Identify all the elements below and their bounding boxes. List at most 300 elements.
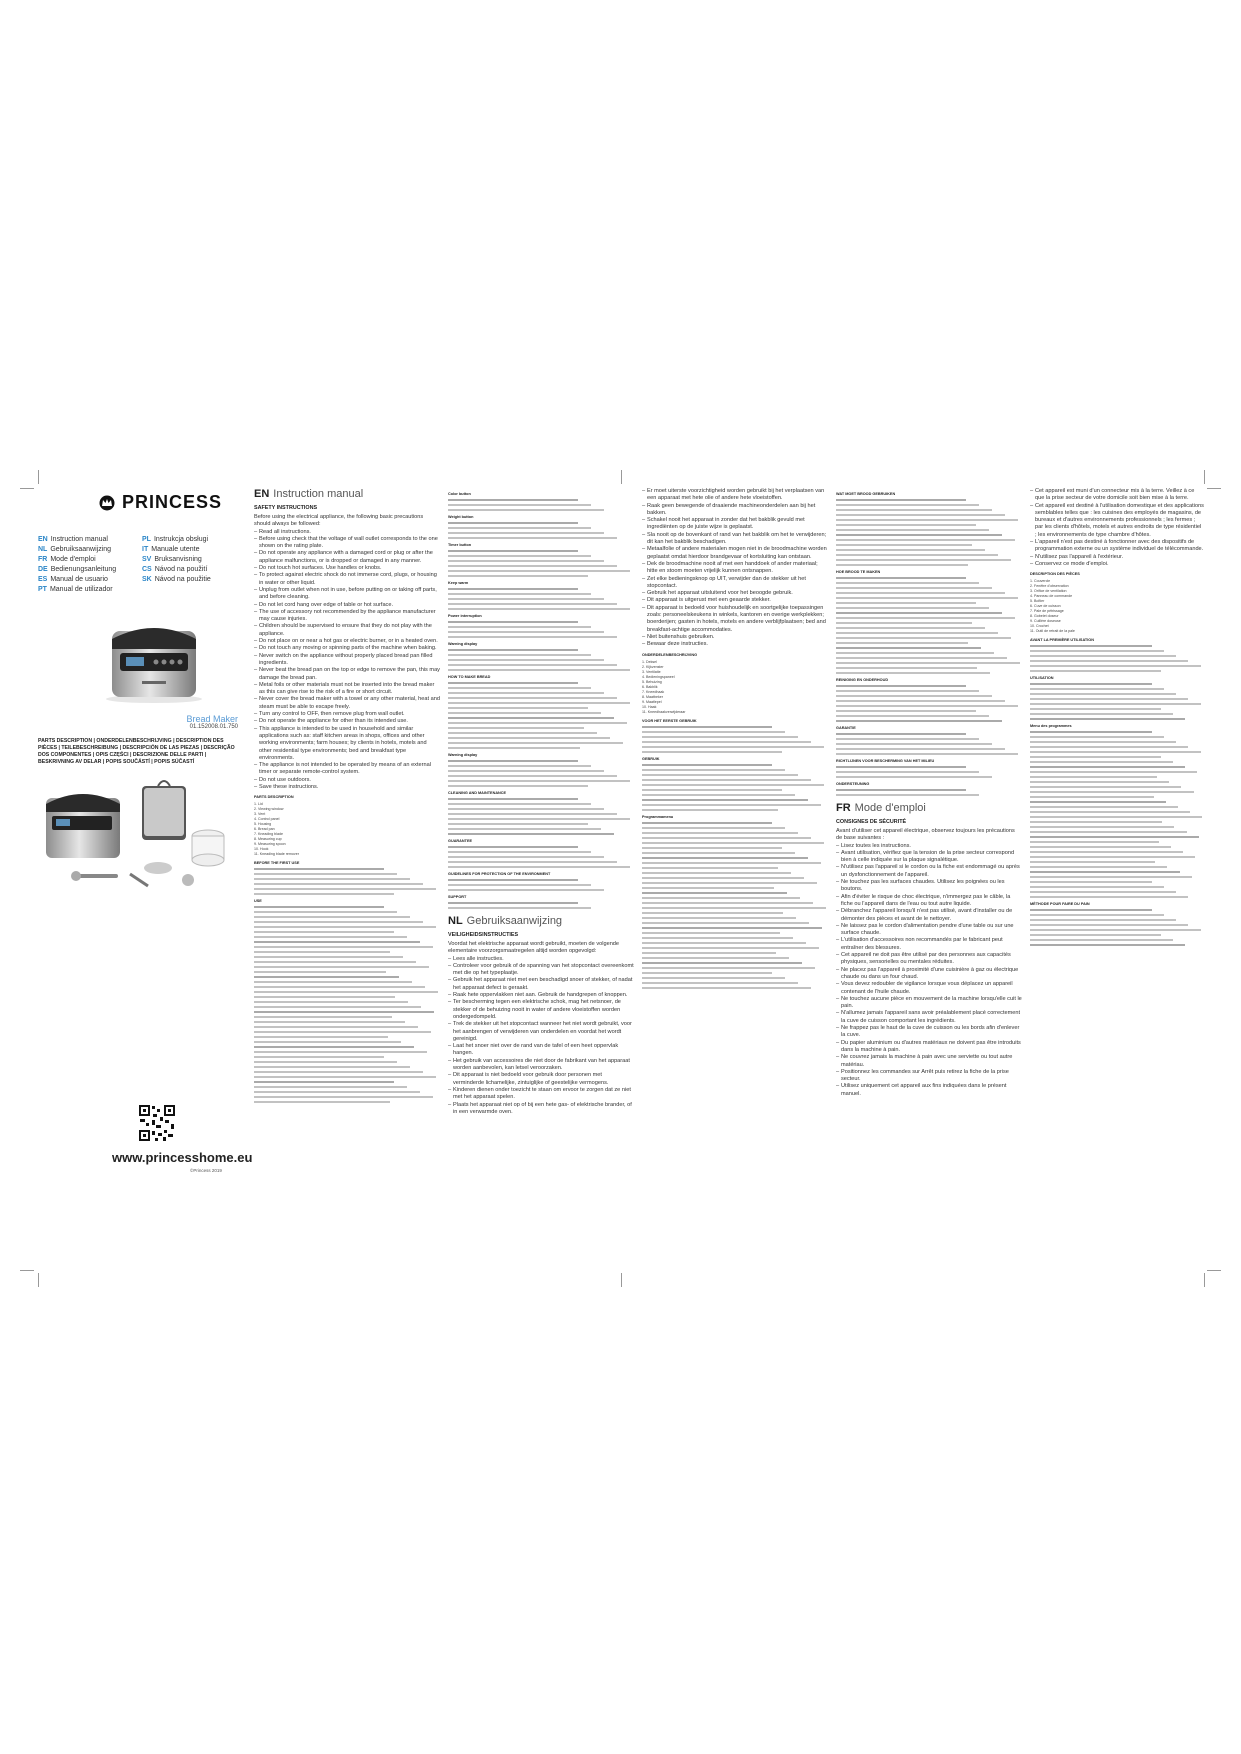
text-line bbox=[448, 687, 591, 689]
text-line bbox=[836, 690, 979, 692]
language-label: Gebruiksaanwijzing bbox=[50, 546, 112, 553]
part-item: 10. Haak bbox=[642, 704, 657, 709]
text-line bbox=[448, 770, 604, 772]
text-line bbox=[254, 986, 425, 988]
language-label: Návod na použití bbox=[154, 566, 208, 573]
body-text-block bbox=[836, 789, 1022, 796]
subsection-heading: Programmamenu bbox=[642, 814, 674, 819]
text-line bbox=[1030, 731, 1152, 733]
list-item: – Do not place on or near a hot gas or electric burner, or in a heated oven. bbox=[254, 638, 440, 645]
text-line bbox=[642, 852, 795, 854]
text-line bbox=[448, 856, 604, 858]
list-item: – Do not operate the appliance for other than its intended use. bbox=[254, 718, 440, 725]
text-line bbox=[836, 743, 992, 745]
text-line bbox=[836, 667, 977, 669]
text-line bbox=[1030, 751, 1201, 753]
list-item: – Metal foils or other materials must not be inserted into the bread maker as this can give rise to the risk of a fire or short circuit. bbox=[254, 682, 440, 697]
text-line bbox=[448, 527, 591, 529]
text-line bbox=[448, 732, 597, 734]
text-line bbox=[254, 1026, 418, 1028]
text-line bbox=[836, 733, 966, 735]
text-line bbox=[448, 697, 617, 699]
parts-description-title: PARTS DESCRIPTION | ONDERDELENBESCHRIJVING | DESCRIPTION DES PIÈCES | TEILEBESCHREIBUNG | DESCRIPCIÓN DE LAS PIEZAS | DESCRIÇÃO DOS COMPONENTES | OPIS CZĘŚCI | DESCRIZIONE DELLE PARTI | BESKRIVNING AV DELAR | POPIS SOUČÁSTÍ | POPIS SÚČASTÍ bbox=[38, 738, 235, 765]
text-line bbox=[448, 712, 601, 714]
part-item: 4. Panneau de commande bbox=[1030, 594, 1073, 599]
text-line bbox=[836, 771, 979, 773]
text-line bbox=[448, 866, 630, 868]
language-code: FR bbox=[38, 556, 48, 563]
text-line bbox=[254, 906, 384, 908]
text-line bbox=[1030, 781, 1169, 783]
subsection-heading: RICHTLIJNEN VOOR BESCHERMING VAN HET MILIEU bbox=[836, 759, 935, 763]
list-item: – Trek de stekker uit het stopcontact wanneer het niet wordt gebruikt, voor het aanbrengen of verwijderen van onderdelen en voordat het wordt gereinigd. bbox=[448, 1021, 634, 1043]
list-item: – Ne frappez pas le haut de la cuve de cuisson ou les bords afin d'enlever la cuve. bbox=[836, 1025, 1022, 1040]
parts-heading: PARTS DESCRIPTION bbox=[254, 795, 294, 800]
text-line bbox=[448, 828, 601, 830]
text-line bbox=[254, 971, 386, 973]
text-line bbox=[1030, 771, 1197, 773]
list-item: – Raak hete oppervlakken niet aan. Gebruik de handgrepen of knoppen. bbox=[448, 992, 634, 999]
text-line bbox=[448, 879, 578, 881]
text-line bbox=[836, 549, 985, 551]
language-label: Manual de utilizador bbox=[49, 586, 113, 593]
text-line bbox=[254, 1046, 414, 1048]
text-line bbox=[1030, 670, 1161, 672]
text-line bbox=[1030, 746, 1188, 748]
language-code: PT bbox=[38, 586, 47, 593]
text-line bbox=[642, 982, 798, 984]
text-line bbox=[642, 912, 783, 914]
safety-list bbox=[254, 529, 440, 792]
list-item: – Cet appareil est muni d'un connecteur mis à la terre. Veillez à ce que la prise secteur de votre domicile soit bien mise à la terre. bbox=[1030, 488, 1204, 503]
text-line bbox=[642, 769, 785, 771]
subsection-heading: UTILISATION bbox=[1030, 676, 1054, 681]
list-item: – Ne touchez aucune pièce en mouvement de la machine lorsqu'elle cuit le pain. bbox=[836, 996, 1022, 1011]
text-line bbox=[448, 603, 617, 605]
text-line bbox=[254, 1081, 394, 1083]
text-line bbox=[254, 976, 399, 978]
subsection-heading: GUIDELINES FOR PROTECTION OF THE ENVIRONMENT bbox=[448, 872, 551, 876]
safety-list bbox=[448, 956, 634, 1117]
text-line bbox=[1030, 891, 1176, 893]
text-line bbox=[642, 799, 808, 801]
body-text-block bbox=[448, 902, 634, 909]
text-line bbox=[448, 884, 591, 886]
text-line bbox=[642, 862, 821, 864]
language-label: Manuale utente bbox=[151, 546, 200, 553]
text-line bbox=[448, 861, 617, 863]
part-item: 9. Cuillère doseuse bbox=[1030, 619, 1061, 624]
text-line bbox=[836, 642, 968, 644]
body-text-block bbox=[448, 846, 634, 868]
text-line bbox=[1030, 846, 1171, 848]
text-line bbox=[1030, 816, 1202, 818]
parts-list bbox=[254, 802, 440, 857]
list-item: – Do not operate any appliance with a damaged cord or plug or after the appliance malfunctions, or is dropped or damaged in any manner. bbox=[254, 550, 440, 565]
subsection-heading: REINIGING EN ONDERHOUD bbox=[836, 678, 889, 682]
language-item bbox=[38, 565, 134, 575]
list-item: – L'utilisation d'accessoires non recommandés par le fabricant peut entraîner des blessures. bbox=[836, 937, 1022, 952]
text-line bbox=[1030, 944, 1185, 946]
text-line bbox=[448, 598, 604, 600]
text-line bbox=[254, 873, 397, 875]
text-line bbox=[448, 560, 604, 562]
text-line bbox=[642, 784, 824, 786]
subsection-heading: Power interruption bbox=[448, 614, 482, 618]
crop-mark bbox=[1207, 1270, 1221, 1271]
subsection-heading: Warning display bbox=[448, 753, 478, 757]
text-line bbox=[642, 957, 789, 959]
crop-mark bbox=[20, 488, 34, 489]
text-line bbox=[1030, 761, 1173, 763]
language-item bbox=[38, 535, 134, 545]
safety-list bbox=[1030, 488, 1204, 568]
subsection-heading: Warning display bbox=[448, 642, 478, 646]
body-text-block bbox=[836, 499, 1022, 566]
list-item: – Conservez ce mode d'emploi. bbox=[1030, 561, 1204, 568]
body-text-block bbox=[254, 868, 440, 895]
text-line bbox=[254, 991, 438, 993]
text-line bbox=[1030, 708, 1161, 710]
text-line bbox=[836, 627, 985, 629]
body-text-block bbox=[448, 621, 634, 638]
text-line bbox=[448, 833, 614, 835]
language-code: CS bbox=[142, 566, 152, 573]
nl-section-heading bbox=[448, 915, 634, 927]
language-code: PL bbox=[142, 536, 151, 543]
text-line bbox=[836, 710, 976, 712]
text-line bbox=[1030, 836, 1199, 838]
text-line bbox=[836, 672, 990, 674]
text-line bbox=[448, 717, 614, 719]
text-line bbox=[642, 746, 824, 748]
text-line bbox=[448, 575, 588, 577]
text-line bbox=[254, 951, 390, 953]
parts-list bbox=[1030, 579, 1204, 634]
text-line bbox=[448, 664, 617, 666]
text-line bbox=[254, 1091, 420, 1093]
text-line bbox=[1030, 791, 1194, 793]
text-line bbox=[836, 652, 994, 654]
text-line bbox=[1030, 703, 1201, 705]
list-item: – N'utilisez pas l'appareil à l'extérieur. bbox=[1030, 554, 1204, 561]
list-item: – Avant utilisation, vérifiez que la tension de la prise secteur correspond bien à celle indiquée sur la plaque signalétique. bbox=[836, 850, 1022, 865]
text-line bbox=[254, 1021, 405, 1023]
nl-final-sections bbox=[836, 491, 1022, 796]
text-line bbox=[448, 722, 627, 724]
language-label: Mode d'emploi bbox=[50, 556, 96, 563]
crop-mark bbox=[38, 470, 39, 484]
text-line bbox=[448, 765, 591, 767]
part-item: 7. Kneedhaak bbox=[642, 689, 665, 694]
body-text-block bbox=[448, 522, 634, 539]
parts-overview-image bbox=[38, 776, 238, 896]
text-line bbox=[448, 669, 630, 671]
text-line bbox=[1030, 924, 1188, 926]
language-label: Instrukcja obsługi bbox=[153, 536, 209, 543]
brand-logo bbox=[98, 492, 238, 513]
text-line bbox=[254, 1086, 407, 1088]
part-item: 3. Ventilatie bbox=[642, 669, 661, 674]
text-line bbox=[642, 857, 808, 859]
list-item: – Ne couvrez jamais la machine à pain avec une serviette ou tout autre matériau. bbox=[836, 1054, 1022, 1069]
part-item: 2. Kijkvenster bbox=[642, 664, 664, 669]
text-line bbox=[448, 808, 604, 810]
text-line bbox=[642, 726, 772, 728]
text-line bbox=[1030, 821, 1162, 823]
text-line bbox=[1030, 645, 1152, 647]
list-item: – Dit apparaat is niet bedoeld voor gebruik door personen met verminderde lichamelijke, zintuiglijke of geestelijke vermogens. bbox=[448, 1072, 634, 1087]
en-continued-sections bbox=[448, 491, 634, 909]
fr-continued-column bbox=[1030, 488, 1204, 1270]
text-line bbox=[642, 842, 824, 844]
language-code: ES bbox=[38, 576, 48, 583]
intro-text: Avant d'utiliser cet appareil électrique, observez toujours les précautions de base suivantes : bbox=[836, 828, 1015, 842]
language-item bbox=[142, 535, 238, 545]
list-item: – Controleer voor gebruik of de spanning van het stopcontact overeenkomt met die op het typeplaatje. bbox=[448, 963, 634, 978]
text-line bbox=[836, 554, 998, 556]
text-line bbox=[254, 893, 394, 895]
text-line bbox=[642, 804, 821, 806]
body-text-block bbox=[1030, 645, 1204, 672]
list-item: – Utilisez uniquement cet appareil aux fins indiquées dans le présent manuel. bbox=[836, 1083, 1022, 1098]
text-line bbox=[448, 798, 578, 800]
subsection-heading: HOE BROOD TE MAKEN bbox=[836, 570, 881, 574]
text-line bbox=[448, 532, 604, 534]
list-item: – N'utilisez pas l'appareil si le cordon ou la fiche est endommagé ou après un dysfonctionnement de l'appareil. bbox=[836, 864, 1022, 879]
subsection-heading: ONDERSTEUNING bbox=[836, 782, 870, 786]
subsection-heading: WAT MOET BROOD GEBRUIKEN bbox=[836, 492, 896, 496]
text-line bbox=[836, 529, 989, 531]
text-line bbox=[1030, 741, 1176, 743]
text-line bbox=[448, 747, 580, 749]
intro-text: Voordat het elektrische apparaat wordt gebruikt, moeten de volgende elementaire voorzorgsmaatregelen altijd worden opgevolgd: bbox=[448, 941, 620, 955]
text-line bbox=[642, 977, 785, 979]
crop-mark bbox=[1204, 470, 1205, 484]
manual-sheet bbox=[38, 488, 1204, 1270]
text-line bbox=[448, 737, 610, 739]
intro-text: Before using the electrical appliance, the following basic precautions should always be followed: bbox=[254, 514, 424, 528]
list-item: – Never cover the bread maker with a towel or any other material, heat and steam must be able to escape freely. bbox=[254, 696, 440, 711]
text-line bbox=[448, 626, 591, 628]
list-item: – Niet buitenshuis gebruiken. bbox=[642, 634, 828, 641]
text-line bbox=[448, 621, 578, 623]
text-line bbox=[448, 631, 604, 633]
text-line bbox=[448, 682, 578, 684]
list-item: – Do not touch hot surfaces. Use handles or knobs. bbox=[254, 565, 440, 572]
fold-mark bbox=[621, 470, 622, 484]
text-line bbox=[254, 946, 433, 948]
nl-continued-column bbox=[642, 488, 828, 1270]
body-text-block bbox=[1030, 731, 1204, 898]
part-item: 6. Cuve de cuisson bbox=[1030, 604, 1061, 609]
text-line bbox=[448, 654, 591, 656]
section-title: Gebruiksaanwijzing bbox=[466, 915, 563, 927]
text-line bbox=[254, 956, 403, 958]
brand-name: PRINCESS bbox=[122, 492, 223, 512]
version-label: ©Princess 2019 bbox=[190, 1168, 222, 1173]
text-line bbox=[836, 657, 1007, 659]
section-title: Mode d'emploi bbox=[854, 802, 926, 814]
text-line bbox=[1030, 713, 1173, 715]
language-label: Bruksanvisning bbox=[154, 556, 202, 563]
text-line bbox=[836, 685, 966, 687]
text-line bbox=[254, 868, 384, 870]
text-line bbox=[642, 902, 813, 904]
list-item: – N'allumez jamais l'appareil sans avoir préalablement placé correctement la cuve de cuisson comportant les ingrédients. bbox=[836, 1010, 1022, 1025]
text-line bbox=[642, 736, 798, 738]
body-text-block bbox=[448, 649, 634, 671]
text-line bbox=[642, 882, 817, 884]
list-item: – Kinderen dienen onder toezicht te staan om ervoor te zorgen dat ze niet met het apparaat spelen. bbox=[448, 1087, 634, 1102]
text-line bbox=[642, 764, 772, 766]
text-line bbox=[1030, 909, 1152, 911]
body-text-block bbox=[448, 760, 634, 787]
text-line bbox=[1030, 914, 1164, 916]
body-text-block bbox=[448, 798, 634, 835]
text-line bbox=[642, 962, 802, 964]
text-line bbox=[448, 742, 623, 744]
text-line bbox=[642, 897, 800, 899]
text-line bbox=[254, 1051, 427, 1053]
text-line bbox=[642, 872, 791, 874]
text-line bbox=[448, 902, 578, 904]
text-line bbox=[448, 608, 630, 610]
text-line bbox=[642, 779, 811, 781]
text-line bbox=[1030, 896, 1188, 898]
part-item: 8. Gobelet doseur bbox=[1030, 614, 1059, 619]
subsection-heading: Keep warm bbox=[448, 581, 469, 585]
language-item bbox=[38, 545, 134, 555]
text-line bbox=[642, 917, 796, 919]
language-code: NL bbox=[448, 915, 463, 927]
part-item: 7. Pale de pétrissage bbox=[1030, 609, 1064, 614]
text-line bbox=[836, 766, 966, 768]
part-item: 4. Bedieningspaneel bbox=[642, 674, 675, 679]
crop-mark bbox=[38, 1273, 39, 1287]
part-item: 2. Fenêtre d'observation bbox=[1030, 584, 1069, 589]
text-line bbox=[836, 504, 979, 506]
website-link[interactable]: www.princesshome.eu bbox=[112, 1150, 253, 1165]
text-line bbox=[642, 987, 811, 989]
subsection-heading: CLEANING AND MAINTENANCE bbox=[448, 791, 507, 795]
text-line bbox=[836, 577, 966, 579]
list-item: – Do not use outdoors. bbox=[254, 777, 440, 784]
list-item: – Lisez toutes les instructions. bbox=[836, 843, 1022, 850]
text-line bbox=[1030, 693, 1176, 695]
subsection-heading: Color button bbox=[448, 492, 471, 496]
part-item: 3. Orifice de ventilation bbox=[1030, 589, 1067, 594]
text-line bbox=[836, 597, 1018, 599]
text-line bbox=[642, 789, 782, 791]
text-line bbox=[642, 774, 798, 776]
text-line bbox=[254, 1066, 410, 1068]
list-item: – Do not let cord hang over edge of table or hot surface. bbox=[254, 602, 440, 609]
part-item: 8. Maatbeker bbox=[642, 694, 663, 699]
text-line bbox=[254, 936, 407, 938]
product-code: 01.152008.01.750 bbox=[189, 724, 238, 730]
text-line bbox=[1030, 934, 1161, 936]
text-line bbox=[1030, 861, 1155, 863]
text-line bbox=[254, 996, 395, 998]
text-line bbox=[254, 878, 410, 880]
text-line bbox=[642, 932, 780, 934]
language-list bbox=[38, 535, 238, 595]
text-line bbox=[448, 775, 617, 777]
text-line bbox=[254, 888, 436, 890]
en-column bbox=[254, 488, 440, 1270]
text-line bbox=[254, 1061, 397, 1063]
text-line bbox=[642, 822, 772, 824]
text-line bbox=[448, 889, 604, 891]
language-item bbox=[38, 585, 134, 595]
safety-list bbox=[642, 488, 828, 649]
text-line bbox=[254, 921, 423, 923]
text-line bbox=[448, 504, 591, 506]
list-item: – Turn any control to OFF, then remove plug from wall outlet. bbox=[254, 711, 440, 718]
text-line bbox=[1030, 688, 1164, 690]
list-item: – Gebruik het apparaat niet met een beschadigd snoer of stekker, of nadat het apparaat defect is geraakt. bbox=[448, 977, 634, 992]
text-line bbox=[642, 794, 795, 796]
crop-mark bbox=[1207, 488, 1221, 489]
body-text-block bbox=[836, 766, 1022, 778]
text-line bbox=[836, 794, 979, 796]
text-line bbox=[254, 1076, 436, 1078]
list-item: – Laat het snoer niet over de rand van de tafel of een heet oppervlak hangen. bbox=[448, 1043, 634, 1058]
text-line bbox=[642, 922, 809, 924]
list-item: – Ter bescherming tegen een elektrische schok, mag het netsnoer, de stekker of de behuizing nooit in water of andere vloeistoffen worden ondergedompeld. bbox=[448, 999, 634, 1021]
text-line bbox=[836, 705, 1018, 707]
text-line bbox=[448, 537, 617, 539]
text-line bbox=[448, 565, 617, 567]
text-line bbox=[642, 967, 815, 969]
text-line bbox=[1030, 776, 1157, 778]
text-line bbox=[836, 776, 992, 778]
text-line bbox=[1030, 866, 1167, 868]
text-line bbox=[1030, 919, 1176, 921]
list-item: – Plaats het apparaat niet op of bij een hete gas- of elektrische brander, of in een verwarmde oven. bbox=[448, 1102, 634, 1117]
body-text-block bbox=[448, 499, 634, 511]
list-item: – Cet appareil ne doit pas être utilisé par des personnes aux capacités physiques, sensorielles ou mentales réduites. bbox=[836, 952, 1022, 967]
part-item: 10. Crochet bbox=[1030, 624, 1049, 629]
list-item: – Débranchez l'appareil lorsqu'il n'est pas utilisé, avant d'installer ou de démonter des pièces et avant de le nettoyer. bbox=[836, 908, 1022, 923]
language-item bbox=[142, 565, 238, 575]
text-line bbox=[1030, 660, 1188, 662]
text-line bbox=[836, 499, 966, 501]
text-line bbox=[448, 509, 604, 511]
text-line bbox=[1030, 796, 1154, 798]
text-line bbox=[254, 1006, 421, 1008]
list-item: – Dit apparaat is uitgerust met een geaarde stekker. bbox=[642, 597, 828, 604]
text-line bbox=[642, 847, 782, 849]
text-line bbox=[836, 700, 1005, 702]
part-item: 4. Control panel bbox=[254, 817, 280, 822]
text-line bbox=[836, 789, 966, 791]
text-line bbox=[1030, 811, 1190, 813]
nl-usage-sections bbox=[642, 718, 828, 989]
text-line bbox=[448, 659, 604, 661]
en-section-heading bbox=[254, 488, 440, 500]
text-line bbox=[1030, 650, 1164, 652]
text-line bbox=[448, 555, 591, 557]
language-code: NL bbox=[38, 546, 48, 553]
body-text-block bbox=[836, 733, 1022, 755]
text-line bbox=[1030, 929, 1201, 931]
subsection-heading: GARANTIE bbox=[836, 726, 856, 730]
list-item: – Ne laissez pas le cordon d'alimentation pendre d'une table ou sur une surface chaude. bbox=[836, 923, 1022, 938]
body-text-block bbox=[1030, 909, 1204, 946]
use-heading: USE bbox=[254, 899, 262, 904]
